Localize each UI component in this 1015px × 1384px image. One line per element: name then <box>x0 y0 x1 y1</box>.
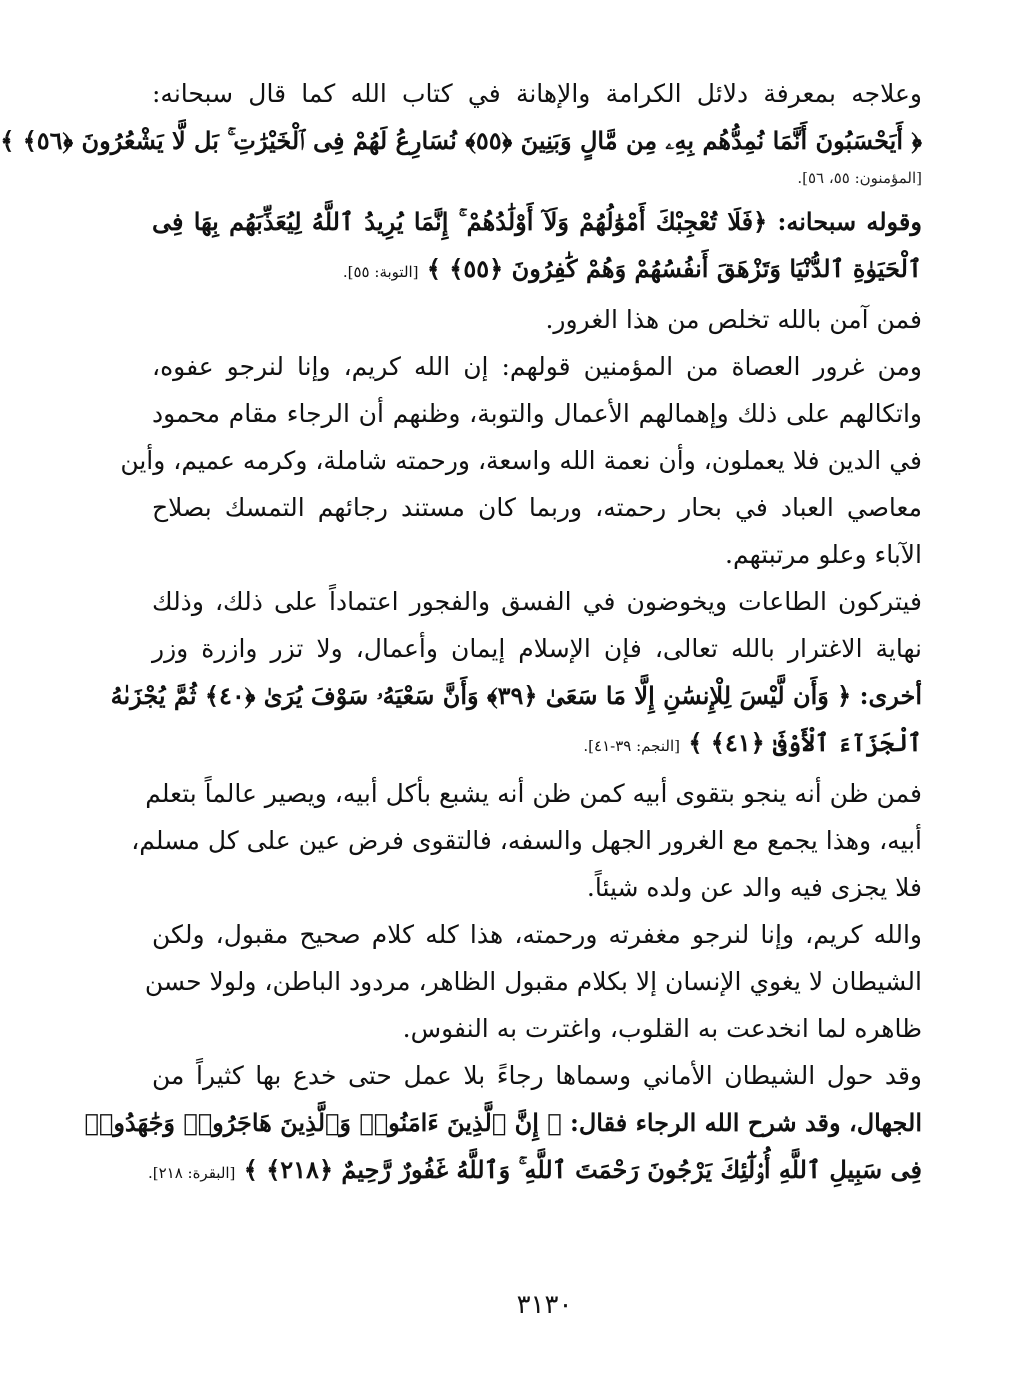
verse-reference-3: [النجم: ٣٩-٤١]. <box>583 737 680 755</box>
text-line-1: وعلاجه بمعرفة دلائل الكرامة والإهانة في كتاب الله كما قال سبحانه: <box>152 79 922 108</box>
verse-reference-4: [البقرة: ٢١٨]. <box>147 1164 236 1182</box>
text-line-9: نهاية الاغترار بالله تعالى، فإن الإسلام إيمان وأعمال، ولا تزر وازرة وزر <box>152 634 922 663</box>
page-body <box>0 70 922 1350</box>
text-line-3: ومن غرور العصاة من المؤمنين قولهم: إن الله كريم، وإنا لنرجو عفوه، <box>152 352 922 381</box>
text-line-11: أبيه، وهذا يجمع مع الغرور الجهل والسفه، فالتقوى فرض عين على كل مسلم، <box>131 826 922 855</box>
text-line-10: فمن ظن أنه ينجو بتقوى أبيه كمن ظن أنه يشبع بأكل أبيه، ويصير عالماً بتعلم <box>145 779 922 808</box>
page-number: ٣١٣٠ <box>516 1290 573 1320</box>
verse-reference-1: [المؤمنون: ٥٥، ٥٦]. <box>797 169 922 187</box>
text-line-4: واتكالهم على ذلك وإهمالهم الأعمال والتوبة، وظنهم أن الرجاء مقام محمود <box>152 399 922 428</box>
quran-verse-line-3 <box>152 245 922 296</box>
verse-reference-2: [التوبة: ٥٥]. <box>342 263 419 281</box>
text-line-13: والله كريم، وإنا لنرجو مغفرته ورحمته، هذا كله كلام صحيح مقبول، ولكن <box>152 920 922 949</box>
quran-verse-line-5 <box>152 719 922 770</box>
text-line-2: فمن آمن بالله تخلص من هذا الغرور. <box>545 305 922 334</box>
text-line-8: فيتركون الطاعات ويخوضون في الفسق والفجور اعتماداً على ذلك، وذلك <box>152 587 922 616</box>
text-line-16: وقد حول الشيطان الأماني وسماها رجاءً بلا عمل حتى خدع بها كثيراً من <box>152 1061 922 1090</box>
quran-verse-text: ٱلْحَيَوٰةِ ٱلدُّنْيَا وَتَزْهَقَ أَنفُسُهُمْ وَهُمْ كَٰفِرُونَ ﴿٥٥﴾ ﴾ <box>426 254 922 283</box>
quran-verse-line-6: الجهال، وقد شرح الله الرجاء فقال: ﴿ إِنَّ ٱلَّذِينَ ءَامَنُوا۟ وَٱلَّذِينَ هَاجَرُوا۟ وَجَٰهَدُوا۟ <box>84 1108 922 1137</box>
text-line-12: فلا يجزى فيه والد عن ولده شيئاً. <box>586 873 922 902</box>
quran-verse-line-1: ﴿ أَيَحْسَبُونَ أَنَّمَا نُمِدُّهُم بِهِۦ مِن مَّالٍ وَبَنِينَ ﴿٥٥﴾ نُسَارِعُ لَهُمْ فِى ٱلْخَيْرَٰتِ ۚ بَل لَّا يَشْعُرُونَ ﴿٥٦﴾ ﴾ <box>0 126 922 155</box>
text-line-14: الشيطان لا يغوي الإنسان إلا بكلام مقبول الظاهر، مردود الباطن، ولولا حسن <box>144 967 922 996</box>
quran-verse-line-4: أخرى: ﴿ وَأَن لَّيْسَ لِلْإِنسَٰنِ إِلَّا مَا سَعَىٰ ﴿٣٩﴾ وَأَنَّ سَعْيَهُۥ سَوْفَ يُرَىٰ ﴿٤٠﴾ ثُمَّ يُجْزَىٰهُ <box>110 681 922 710</box>
text-line-5: في الدين فلا يعملون، وأن نعمة الله واسعة، ورحمته شاملة، وكرمه عميم، وأين <box>120 446 922 475</box>
text-line-7: الآباء وعلو مرتبتهم. <box>725 540 922 569</box>
quran-verse-text: ٱلْجَزَآءَ ٱلْأَوْفَىٰ ﴿٤١﴾ ﴾ <box>688 728 922 757</box>
text-line-15: ظاهره لما انخدعت به القلوب، واغترت به النفوس. <box>402 1014 922 1043</box>
quran-verse-line-2: وقوله سبحانه: ﴿فَلَا تُعْجِبْكَ أَمْوَٰلُهُمْ وَلَآ أَوْلَٰدُهُمْ ۚ إِنَّمَا يُرِيدُ ٱللَّهُ لِيُعَذِّبَهُم بِهَا فِى <box>152 207 922 236</box>
quran-verse-text: فِى سَبِيلِ ٱللَّهِ أُو۟لَٰٓئِكَ يَرْجُونَ رَحْمَتَ ٱللَّهِ ۚ وَٱللَّهُ غَفُورٌ رَّحِيمٌ ﴿٢١٨﴾ ﴾ <box>243 1155 922 1184</box>
quran-verse-line-7 <box>147 1146 922 1197</box>
text-line-6: معاصي العباد في بحار رحمته، وربما كان مستند رجائهم التمسك بصلاح <box>152 493 922 522</box>
